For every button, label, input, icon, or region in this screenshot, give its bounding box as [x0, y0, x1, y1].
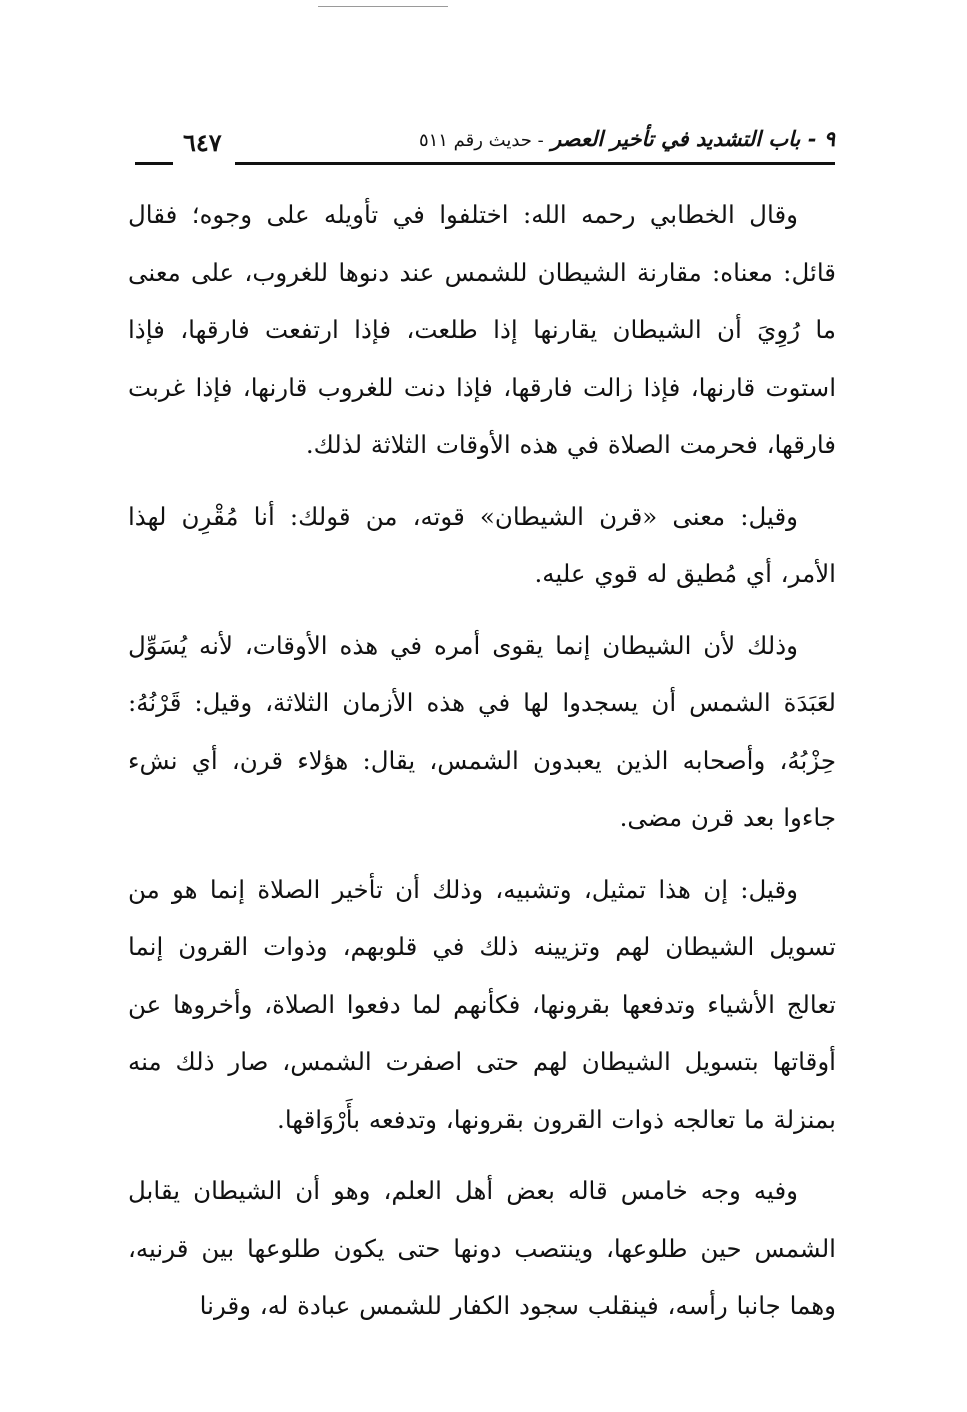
paragraph: وقيل: إن هذا تمثيل، وتشبيه، وذلك أن تأخير الصلاة إنما هو من تسويل الشيطان لهم وتزيينه ذلك في قلوبهم، وذوات القرون إنما تعالج الأشياء وتدفعها بقرونها، فكأنهم لما دفعوا الصلاة، وأخروها عن أوقاتها بتسويل الشيطان لهم حتى اصفرت الشمس، صار ذلك منه بمنزلة ما تعالجه ذوات القرون بقرونها، وتدفعه بأَرْوَاقها.: [128, 874, 836, 1134]
paragraph: وذلك لأن الشيطان إنما يقوى أمره في هذه الأوقات، لأنه يُسَوِّل لعَبَدَة الشمس أن يسجدوا لها في هذه الأزمان الثلاثة، وقيل: قَرْنُهُ: حِزْبُهُ، وأصحابه الذين يعبدون الشمس، يقال: هؤلاء قرن، أي نشء جاءوا بعد قرن مضى.: [128, 630, 836, 832]
header-rule: [235, 162, 835, 165]
page-body: [128, 186, 836, 1349]
paragraph: وقال الخطابي رحمه الله: اختلفوا في تأويله على وجوه؛ فقال قائل: معناه: مقارنة الشيطان للشمس عند دنوها للغروب، على معنى ما رُوِيَ أن الشيطان يقارنها إذا طلعت، فإذا ارتفعت فارقها، فإذا استوت قارنها، فإذا زالت فارقها، فإذا دنت للغروب قارنها، فإذا غربت فارقها، فحرمت الصلاة في هذه الأوقات الثلاثة لذلك.: [128, 200, 836, 459]
hadith-number: - حديث رقم ٥١١: [418, 130, 544, 151]
chapter-title: [419, 126, 835, 151]
running-header: [125, 118, 835, 178]
page-number-dash: [135, 162, 173, 165]
paragraph: وقيل: معنى «قرن الشيطان» قوته، من قولك: أنا مُقْرِن لهذا الأمر، أي مُطيق له قوي عليه.: [128, 501, 836, 588]
page-number: ٦٤٧: [183, 128, 222, 157]
paragraph: وفيه وجه خامس قاله بعض أهل العلم، وهو أن الشيطان يقابل الشمس حين طلوعها، وينتصب دونها حتى يكون طلوعها بين قرنيه، وهما جانبا رأسه، فينقلب سجود الكفار للشمس عبادة له، وقرنا: [128, 1176, 836, 1320]
chapter-title-text: ٩ - باب التشديد في تأخير العصر: [551, 126, 835, 151]
top-divider: [318, 6, 448, 7]
